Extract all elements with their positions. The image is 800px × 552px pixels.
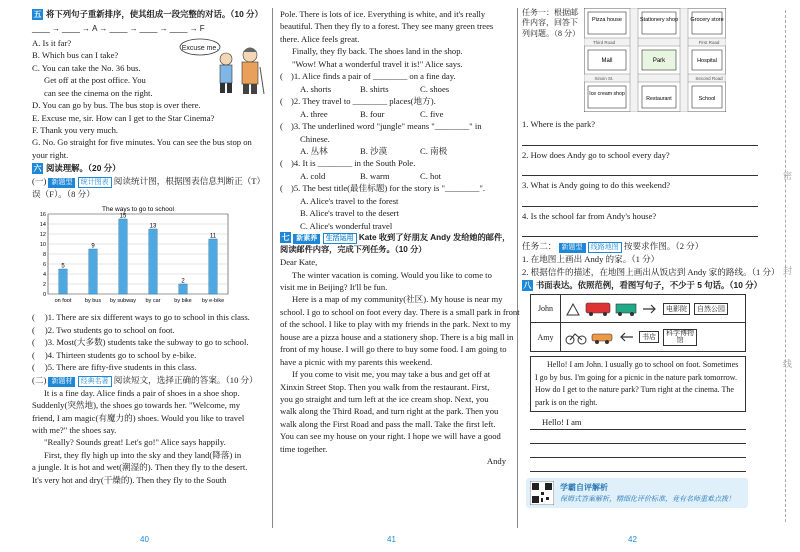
community-map <box>584 8 726 115</box>
page-40-column <box>32 8 268 486</box>
instruction-text: 按要求作图。（2 分） <box>623 241 704 252</box>
data-label: 2 <box>181 278 185 285</box>
option: B. Alice's travel to the desert <box>300 208 399 219</box>
option: C. five <box>420 108 444 119</box>
writing-line[interactable] <box>530 458 746 472</box>
new-type-tag: 新题型 <box>559 243 586 253</box>
speech-bubble-text: Excuse me. <box>181 44 219 52</box>
answer-paren: ( <box>32 312 35 323</box>
option: C. hot <box>420 170 442 181</box>
option: A. 丛林 <box>300 145 328 156</box>
section-number: 八 <box>523 280 532 290</box>
tf-question <box>32 349 268 361</box>
bar <box>149 229 157 294</box>
map-place: Ice cream shop <box>589 91 625 97</box>
y-tick-label: 14 <box>39 221 46 228</box>
part-label: (二) <box>32 374 47 385</box>
option: B. warm <box>360 170 390 181</box>
option: C. 南极 <box>420 145 448 156</box>
banner-title: 学霸自评解析 <box>560 483 608 493</box>
story-line: "Wow! What a wonderful travel it is!" Alice says. <box>292 58 463 69</box>
section-5-header <box>32 8 268 20</box>
letter-line: you go straight and turn left at the ice cream shop. Next, you <box>280 394 489 405</box>
section-8-header <box>522 279 762 291</box>
tf-questions <box>32 311 268 373</box>
question-number: )1. <box>44 312 55 323</box>
map-place: Stationery shop <box>639 17 679 23</box>
row-name: Amy <box>531 323 561 351</box>
mc-question: ( )1. Alice finds a pair of ________ on a fine day. A. shorts B. shirts C. shoes <box>280 70 514 95</box>
bar <box>59 269 67 294</box>
section-number: 五 <box>33 9 42 19</box>
margin-char: 线 <box>782 359 792 369</box>
data-label: 15 <box>119 213 127 220</box>
table-row <box>531 295 745 323</box>
dialog-line: G. No. Go straight for five minutes. You can see the bus stop on your right. <box>32 137 252 160</box>
section-7-header <box>280 232 514 256</box>
letter-line: have a picnic with my parents this weekend. <box>280 356 433 367</box>
map-place: Mall <box>601 58 613 64</box>
mc-question: ( )4. It is ________ in the South Pole. A. cold B. warm C. hot <box>280 157 514 182</box>
instruction-text: 阅读短文，选择正确的答案。（10 分） <box>113 374 258 385</box>
section-number: 六 <box>33 163 42 173</box>
answer-questions <box>522 118 758 237</box>
x-tick-label: by bike <box>174 297 192 304</box>
bar <box>179 284 187 294</box>
story-line: It's very hot and dry(干燥的). Then they fly to the South <box>32 474 227 485</box>
bar <box>119 219 127 294</box>
place-label: 自然公园 <box>694 303 728 315</box>
task-item: 2. 根据信件的描述，在地图上画出从饭店到 Andy 家的路线。（1 分） <box>522 266 780 277</box>
new-material-tag: 新题材 <box>48 377 75 387</box>
section-number: 七 <box>281 233 290 243</box>
option: A. three <box>300 108 328 119</box>
letter-line: of the school. I like to play with my friends in the park. Next to my <box>280 319 511 330</box>
dialog-line: F. Thank you very much. <box>32 124 119 135</box>
section-title: 将下列句子重新排序，使其组成一段完整的对话。（10 分） <box>46 9 263 19</box>
part-a-instruction <box>32 175 268 200</box>
dialog-line: A. Is it far? <box>32 37 72 48</box>
question-text: Chinese. <box>300 133 330 144</box>
y-tick-label: 10 <box>39 241 46 248</box>
letter-line: time together. <box>280 443 328 454</box>
data-label: 13 <box>149 223 157 230</box>
answer-paren: ( <box>32 337 35 348</box>
bar-chart <box>32 202 268 309</box>
place-label: 书店 <box>639 331 659 343</box>
margin-char: 封 <box>782 266 792 276</box>
map-place: Park <box>652 58 666 64</box>
page-number: 42 <box>628 535 637 545</box>
task2-label: 任务二： <box>522 241 557 252</box>
question-text: 4. Is the school far from Andy's house? <box>522 210 657 221</box>
qr-code-icon <box>530 481 554 505</box>
order-slot-a: A <box>92 24 98 34</box>
topic-tag: 生活运用 <box>323 233 357 244</box>
letter-line: Xinxin Street Stop. Then you walk from the restaurant. First, <box>280 381 490 392</box>
writing-prompt-table <box>530 294 746 352</box>
mc-question: ( )3. The underlined word "jungle" means "________" in Chinese. A. 丛林 B. 沙漠 C. 南极 <box>280 120 514 157</box>
question-text: 2. How does Andy go to school every day? <box>522 149 670 160</box>
page-42-column <box>522 8 780 508</box>
option: A. shorts <box>300 83 332 94</box>
arrow-left-icon <box>617 329 635 345</box>
tf-question <box>32 324 268 336</box>
data-label: 5 <box>61 263 65 270</box>
letter-line: You can see my house on your right. I hope we will have a good <box>280 431 501 442</box>
story-line: Pole. There is lots of ice. Everything is white, and it's really <box>280 9 486 19</box>
page-number: 40 <box>140 535 149 545</box>
answer-line[interactable] <box>522 163 758 176</box>
task1-block <box>522 8 758 115</box>
map-place: School <box>698 96 716 102</box>
letter-line: house are a pizza house and a stationery shop. There is a big mall in <box>280 331 514 342</box>
bar <box>209 239 217 294</box>
letter-line: visit me in Beijing? It'll be fun. <box>280 281 388 292</box>
letter-signature: Andy <box>486 456 506 467</box>
writing-start: Hello! I am <box>542 416 582 427</box>
story-line: there. Alice feels great. <box>280 33 360 44</box>
answer-line[interactable] <box>522 133 758 146</box>
question-text: Most(大多数) students take the subway to go to school. <box>56 337 249 348</box>
question-text: There are fifty-five students in this class. <box>56 362 197 373</box>
letter <box>280 256 520 468</box>
answer-paren: ( <box>32 349 35 360</box>
dialog-line: can see the cinema on the right. <box>44 87 153 98</box>
column-divider <box>517 8 518 528</box>
column-divider <box>272 8 273 528</box>
tf-question <box>32 336 268 348</box>
order-slot-f: F <box>199 24 205 34</box>
topic-tag: 经典名著 <box>78 376 112 387</box>
story-line: Suddenly(突然地), the shoes go towards her. "Welcome, my <box>32 400 241 411</box>
section-title: 书面表达。依照范例，看图写句子，不少于 5 句话。（10 分） <box>535 280 762 291</box>
section-6-header <box>32 162 268 174</box>
dialog-block <box>32 37 268 162</box>
y-tick-label: 16 <box>39 211 46 218</box>
answer-paren: ( <box>32 324 35 335</box>
page-41-column <box>280 8 520 468</box>
margin-char: 密 <box>782 171 792 181</box>
letter-line: Here is a map of my community(社区). My house is near my <box>292 294 503 305</box>
answer-paren: ( <box>32 362 35 373</box>
letter-line: school. I go to school on foot every day. There is a small park in front <box>280 306 520 317</box>
question-number: )2. <box>44 324 55 335</box>
story-text <box>32 387 268 487</box>
letter-line: walk along the First Road and pass the mall. Take the first left. <box>280 418 496 429</box>
bus-icon <box>615 301 637 317</box>
option: A. cold <box>300 170 326 181</box>
place-label: 电影院 <box>663 303 690 315</box>
y-tick-label: 8 <box>42 251 46 258</box>
x-tick-label: on foot <box>54 297 72 304</box>
letter-line: front of my house. I will go there to buy some food. I am going to <box>280 344 507 355</box>
new-type-tag: 新题型 <box>48 178 75 188</box>
option: C. Alice's wonderful travel <box>300 220 393 231</box>
mc-question: ( )5. The best title(最佳标题) for the story is "________". A. Alice's travel to the forest B. Alice's travel to the desert C. Alice's wonderful travel <box>280 182 514 232</box>
story-line: beautiful. Then they fly to a forest. They see many green trees <box>280 21 494 32</box>
illustration <box>178 37 268 95</box>
question-number: )5. <box>44 362 55 373</box>
story-line: "Really? Sounds great! Let's go!" Alice says happily. <box>44 437 226 448</box>
letter-line: The winter vacation is coming. Would you like to come to <box>292 269 492 280</box>
question-text: )2. They travel to ________ places(地方). <box>291 96 436 107</box>
question-text: Thirteen students go to school by e-bike. <box>56 349 197 360</box>
option: B. 沙漠 <box>360 145 388 156</box>
part-label: (一) <box>32 175 47 186</box>
question-text: 1. Where is the park? <box>522 119 596 130</box>
banner-subtitle: 保姆式答案解析，精细化评价标准，竟有名师重难点拨！ <box>560 494 735 503</box>
dialog-line: D. You can go by bus. The bus stop is over there. <box>32 100 201 111</box>
option: B. shirts <box>360 83 389 94</box>
writing-area[interactable] <box>530 416 746 472</box>
road-name: Third Road <box>592 40 616 45</box>
place-label: 科学博物馆 <box>663 329 697 346</box>
option: C. shoes <box>420 83 450 94</box>
table-row <box>531 323 745 351</box>
self-check-banner <box>526 478 748 508</box>
road-name: Xinxin St. <box>594 76 614 81</box>
dialog-line: E. Excuse me, sir. How can I get to the Star Cinema? <box>32 112 215 123</box>
y-tick-label: 12 <box>39 231 46 238</box>
question-text: )5. The best title(最佳标题) for the story is "________". <box>291 183 486 194</box>
section-title: Kate 收到了好朋友 Andy 发给她的邮件，阅读邮件内容，完成下列任务。（10 分） <box>280 233 511 255</box>
tf-question <box>32 311 268 323</box>
sample-text: Hello! I am John. I usually go to school on foot. Sometimes I go by bus. I'm going for a picnic in the nature park tomorrow. How do I get to the nature park? Turn right at the cinema. The park is on the right. <box>535 360 739 407</box>
writing-line[interactable] <box>530 444 746 458</box>
data-label: 11 <box>209 233 217 240</box>
y-tick-label: 2 <box>42 281 46 288</box>
task2-block <box>522 240 780 278</box>
question-text: )4. It is ________ in the South Pole. <box>291 158 416 169</box>
data-label: 9 <box>91 243 95 250</box>
bus-icon <box>585 301 611 317</box>
row-icons <box>561 323 745 351</box>
question-text: There are six different ways to go to school in this class. <box>56 312 250 323</box>
task-item: 1. 在地图上画出 Andy 的家。（1 分） <box>522 254 660 265</box>
letter-line: If you come to visit me, you may take a bus and get off at <box>292 369 491 380</box>
y-tick-label: 4 <box>42 271 46 278</box>
story-line: It is a fine day. Alice finds a pair of shoes in a shoe shop. <box>44 387 240 398</box>
question-text: 3. What is Andy going to do this weekend? <box>522 180 671 191</box>
bike-icon <box>565 329 587 345</box>
writing-line[interactable] <box>530 430 746 444</box>
x-tick-label: by e-bike <box>201 297 225 304</box>
option: B. four <box>360 108 385 119</box>
x-tick-label: by car <box>145 297 161 304</box>
question-number: )3. <box>44 337 55 348</box>
answer-line[interactable] <box>522 224 758 237</box>
y-tick-label: 6 <box>42 261 46 268</box>
answer-line[interactable] <box>522 194 758 207</box>
question-text: Two students go to school on foot. <box>56 324 175 335</box>
chart-title: The ways to go to school <box>102 205 174 213</box>
page-number: 41 <box>387 535 396 545</box>
arrow-right-icon <box>641 301 659 317</box>
map-place: Hospital <box>697 58 717 64</box>
x-tick-label: by bus <box>84 297 102 304</box>
question-text: )1. Alice finds a pair of ________ on a fine day. <box>291 71 456 82</box>
bar <box>89 249 97 294</box>
x-tick-label: by subway <box>110 297 136 304</box>
sample-paragraph <box>530 356 746 412</box>
y-tick-label: 0 <box>42 291 46 298</box>
section-title: 阅读理解。（20 分） <box>46 163 121 174</box>
story-line: First, they fly high up into the sky and they land(降落) in <box>44 449 242 460</box>
letter-line: Dear Kate, <box>280 257 318 268</box>
new-literacy-tag: 新素养 <box>293 234 320 244</box>
road-name: First Road <box>698 40 720 45</box>
road-name: Second Road <box>695 76 723 81</box>
part-b-instruction <box>32 374 268 387</box>
row-icons <box>561 295 745 322</box>
row-name: John <box>531 295 561 322</box>
car-icon <box>591 329 613 345</box>
story-line: Finally, they fly back. The shoes land in the shop. <box>292 46 463 57</box>
option: A. Alice's travel to the forest <box>300 195 399 206</box>
story-line: with me?" the shoes say. <box>32 425 117 436</box>
letter-line: walk along the Third Road, and turn right at the park. Then you <box>280 406 499 417</box>
bar-chart-svg <box>32 202 232 306</box>
story-line: friend, I am magic(有魔力的) shoes. Would you like to travel <box>32 412 245 423</box>
walking-icon <box>565 301 581 317</box>
map-place: Restaurant <box>646 96 672 102</box>
mc-question: ( )2. They travel to ________ places(地方). A. three B. four C. five <box>280 95 514 120</box>
topic-tag: 线路地图 <box>588 242 622 253</box>
map-place: Pizza house <box>592 17 622 23</box>
dialog-line: Get off at the post office. You <box>44 75 146 86</box>
instruction-text: 阅读统计图，根据图表信息判断正（T）误（F）。（8 分） <box>32 175 266 199</box>
dialog-line: B. Which bus can I take? <box>32 50 119 61</box>
question-text: )3. The underlined word "jungle" means "________" in <box>291 121 482 132</box>
task1-title: 任务一：根据邮件内容，回答下列问题。（8 分） <box>522 8 580 38</box>
story-line: a jungle. It is hot and wet(潮湿的). Then they fly to the desert. <box>32 462 248 473</box>
tf-question <box>32 361 268 373</box>
order-sequence: ____ → ____ → A → ____ → ____ → ____ → F <box>32 24 205 34</box>
topic-tag: 统计图表 <box>78 177 112 188</box>
dialog-line: C. You can take the No. 36 bus. <box>32 62 141 73</box>
map-place: Grocery store <box>690 17 724 23</box>
question-number: )4. <box>44 349 55 360</box>
